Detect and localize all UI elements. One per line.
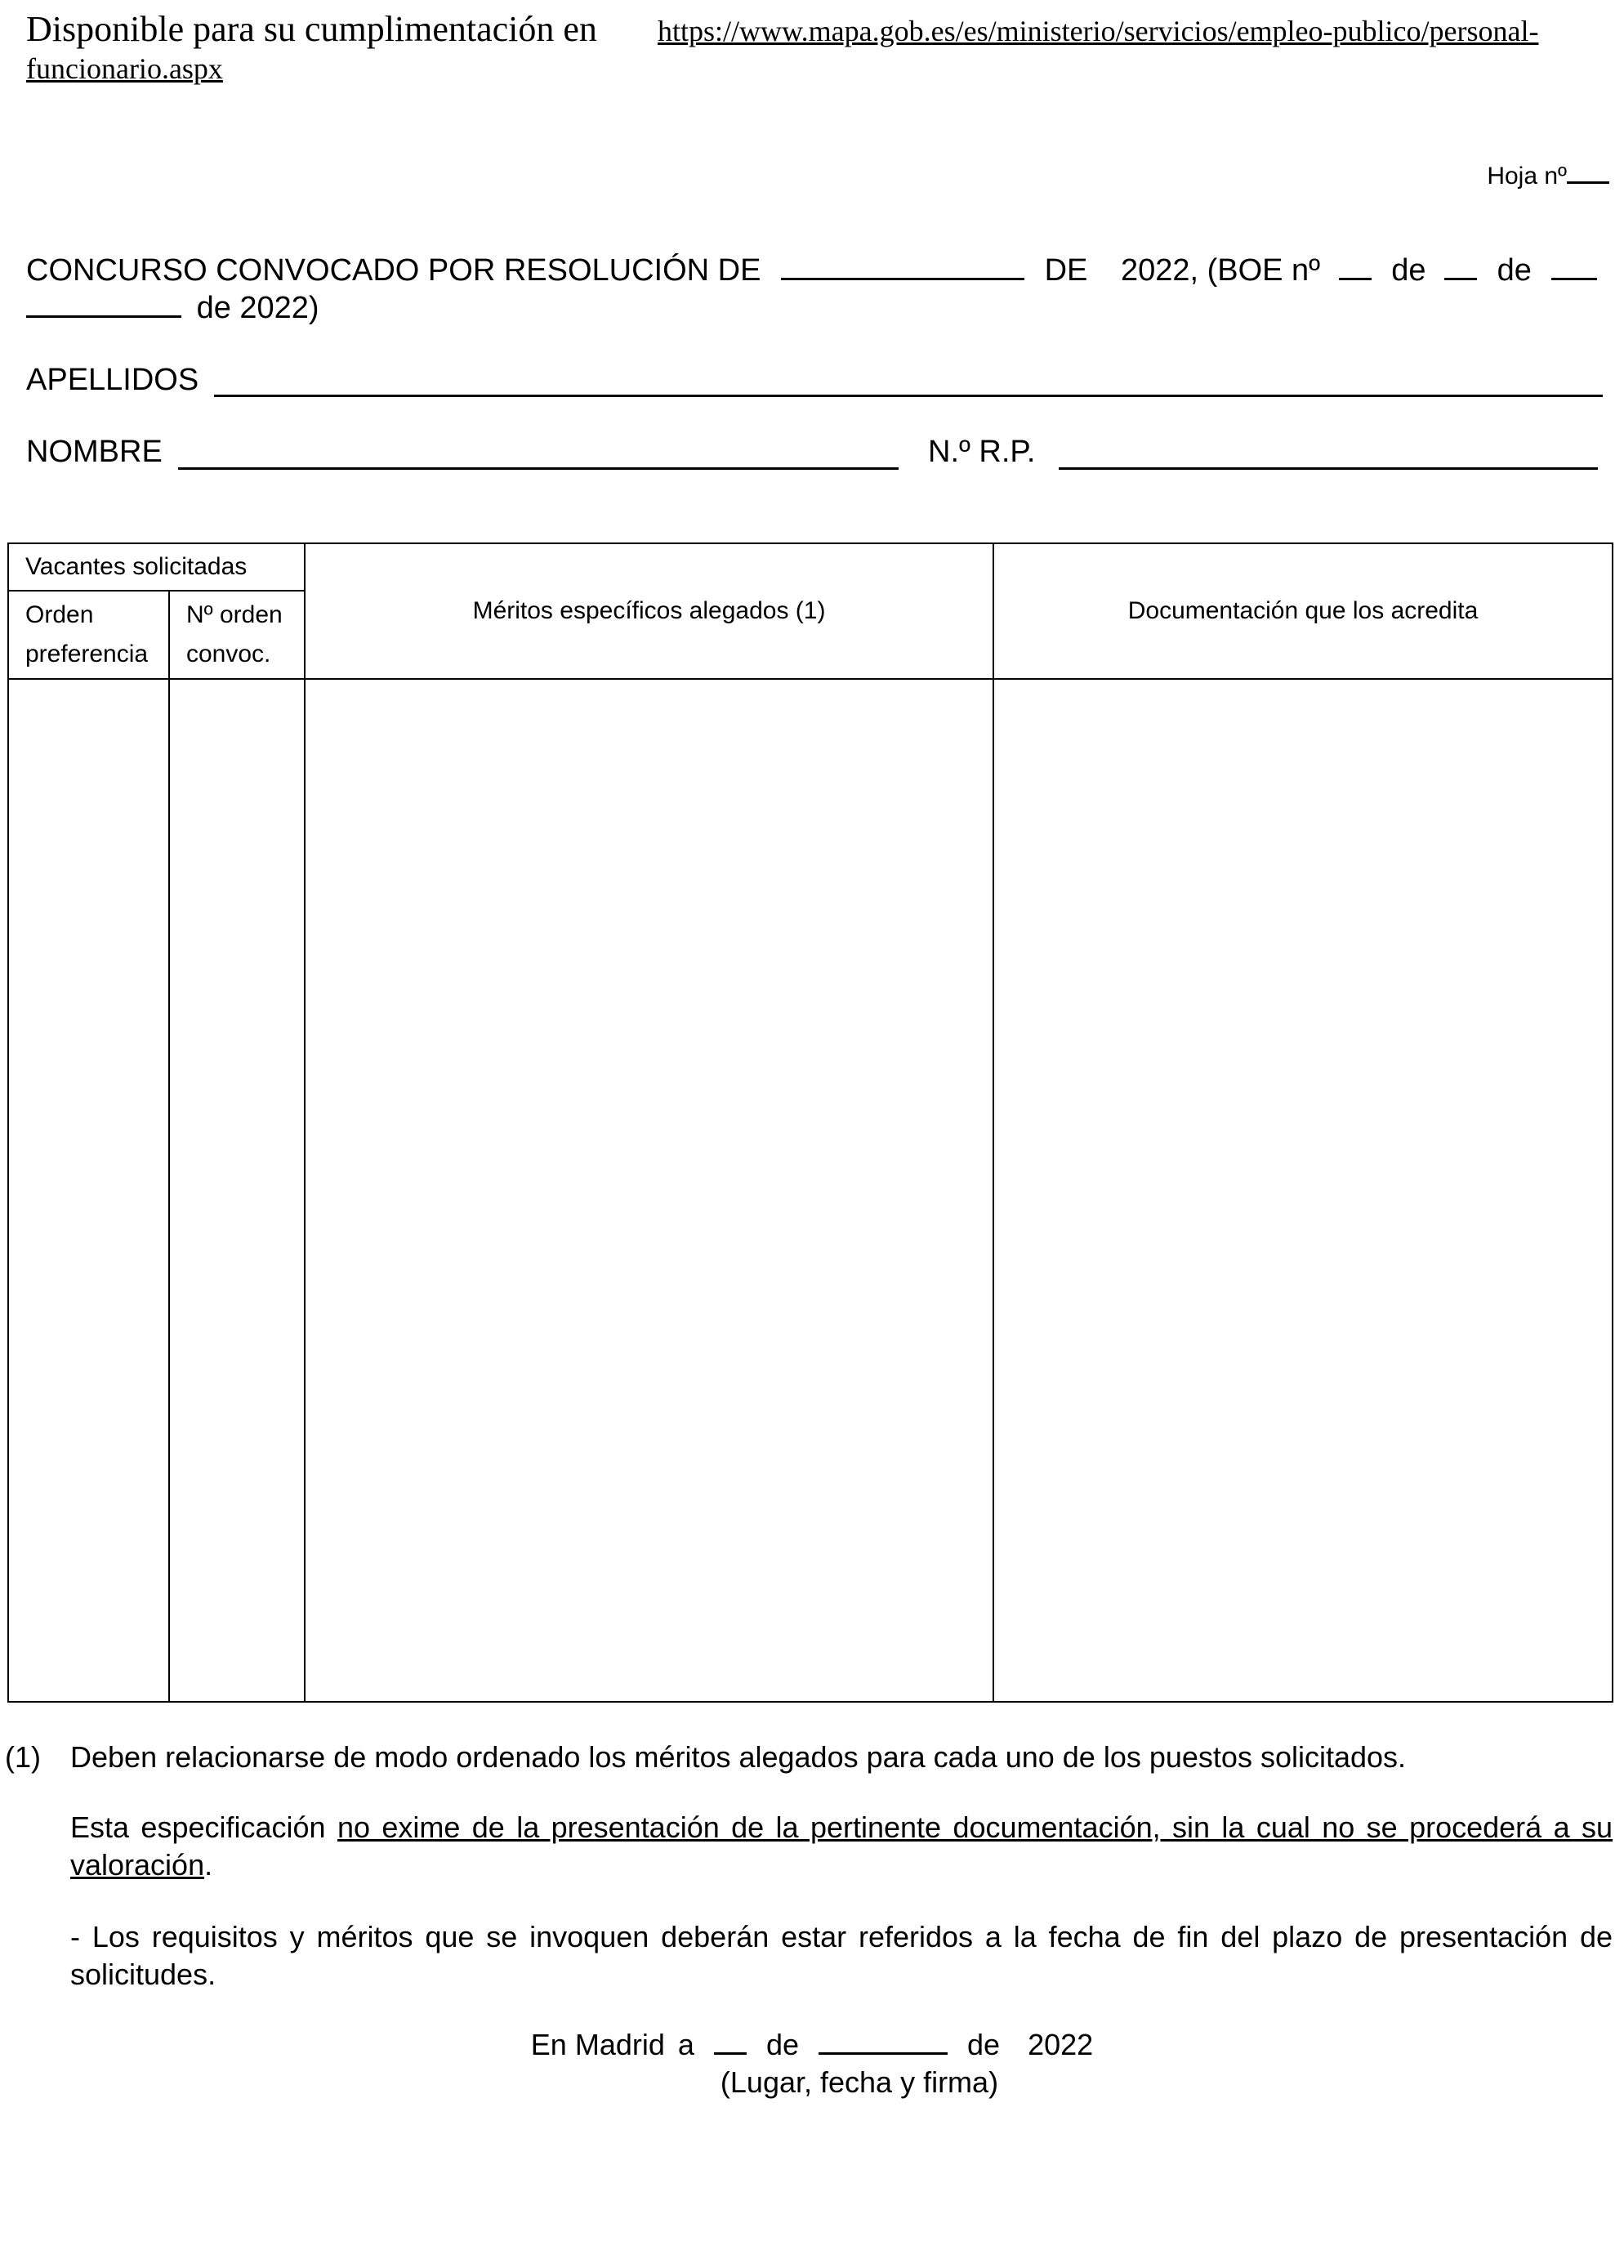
- note-marker: (1): [5, 1740, 41, 1774]
- note-2: [70, 1809, 1613, 1884]
- boe-day-blank[interactable]: [1444, 255, 1477, 280]
- signature-year: 2022: [1028, 2028, 1094, 2061]
- signature-a: a: [677, 2028, 694, 2061]
- contest-year-text: de 2022): [196, 291, 319, 325]
- boe-month-blank[interactable]: [1551, 255, 1597, 280]
- signature-month-blank[interactable]: [819, 2029, 948, 2055]
- merits-column-header: Méritos específicos alegados (1): [305, 543, 993, 679]
- resolution-date-blank[interactable]: [781, 255, 1024, 280]
- contest-boe-text: 2022, (BOE nº: [1120, 253, 1321, 288]
- call-order-number-cell[interactable]: [169, 679, 305, 1702]
- order-preference-header: [8, 591, 169, 679]
- documentation-column-header: Documentación que los acredita: [993, 543, 1613, 679]
- call-order-number-header: [169, 591, 305, 679]
- merits-table: [7, 542, 1613, 1703]
- note-3: - Los requisitos y méritos que se invoquen deberán estar referidos a la fecha de fin del plazo de presentación de solicitudes.: [70, 1920, 1613, 1991]
- note-2-end: .: [204, 1848, 213, 1882]
- order-preference-cell[interactable]: [8, 679, 169, 1702]
- form-url-link-continued[interactable]: funcionario.aspx: [26, 52, 223, 85]
- rp-label: N.º R.P.: [928, 435, 1036, 469]
- signature-place: En Madrid: [530, 2028, 665, 2061]
- note-2-text: Esta especificación: [70, 1810, 337, 1844]
- signature-caption: (Lugar, fecha y firma): [720, 2065, 999, 2099]
- boe-number-blank[interactable]: [1339, 255, 1372, 280]
- contest-de-text: DE: [1044, 253, 1088, 288]
- sheet-number-label: Hoja nº: [1487, 163, 1567, 190]
- call-order-line1: Nº orden: [186, 601, 283, 628]
- signature-de-1: de: [765, 2028, 799, 2061]
- sheet-number: [1487, 158, 1609, 191]
- contest-heading-cont: [26, 289, 319, 327]
- signature-day-blank[interactable]: [714, 2029, 747, 2055]
- order-preference-line2: preferencia: [25, 641, 149, 667]
- note-2-underlined: no exime de la presentación de la pertinente documentación, sin la cual no se procederá a su valoración: [70, 1810, 1613, 1882]
- vacancies-group-header: Vacantes solicitadas: [8, 543, 305, 591]
- name-label: NOMBRE: [26, 435, 163, 469]
- signature-de-2: de: [967, 2028, 1001, 2061]
- availability-text: Disponible para su cumplimentación en: [26, 9, 597, 49]
- surname-field[interactable]: [214, 395, 1603, 397]
- form-url-link[interactable]: https://www.mapa.gob.es/es/ministerio/servicios/empleo-publico/personal-: [658, 15, 1539, 47]
- boe-month-blank-cont[interactable]: [26, 292, 181, 318]
- call-order-line2: convoc.: [186, 641, 271, 667]
- note-1: Deben relacionarse de modo ordenado los méritos alegados para cada uno de los puestos solicitados.: [70, 1740, 1407, 1774]
- surname-label: APELLIDOS: [26, 363, 199, 397]
- documentation-cell[interactable]: [993, 679, 1613, 1702]
- name-field[interactable]: [178, 467, 899, 470]
- merits-cell[interactable]: [305, 679, 993, 1702]
- contest-de-text-2: de: [1391, 253, 1426, 288]
- sheet-number-blank[interactable]: [1567, 158, 1609, 184]
- contest-text: CONCURSO CONVOCADO POR RESOLUCIÓN DE: [26, 253, 761, 288]
- contest-de-text-3: de: [1497, 253, 1532, 288]
- signature-line: [0, 2026, 1624, 2064]
- contest-heading: [26, 252, 1597, 289]
- rp-field[interactable]: [1059, 467, 1598, 470]
- order-preference-line1: Orden: [25, 601, 94, 628]
